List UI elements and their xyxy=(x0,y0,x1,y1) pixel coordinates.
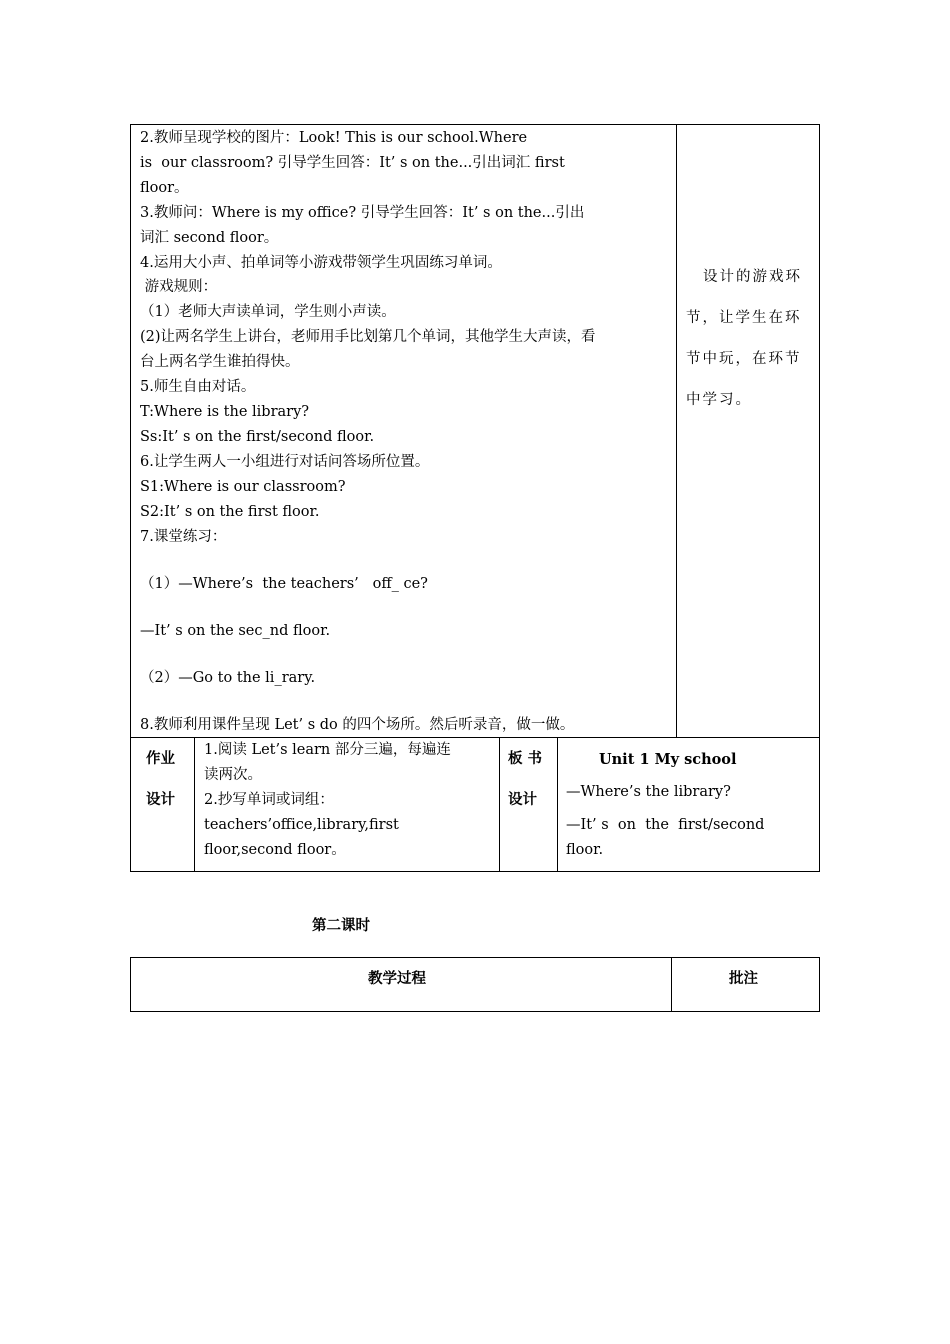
column-header-notes: 批注 xyxy=(729,971,758,987)
process-line: floor。 xyxy=(140,180,189,196)
process-line: T:Where is the library? xyxy=(140,404,310,420)
homework-line: teachers’office,library,first xyxy=(204,817,399,833)
homework-line: floor,second floor。 xyxy=(204,842,346,858)
homework-label: 作业 xyxy=(146,751,175,767)
process-line: 词汇 second floor。 xyxy=(140,230,279,246)
column-header-process: 教学过程 xyxy=(368,971,426,987)
process-line: S1:Where is our classroom? xyxy=(140,479,346,495)
homework-line: 2.抄写单词或词组： xyxy=(204,792,334,808)
process-line: 游戏规则： xyxy=(140,279,218,295)
board-label: 板 书 xyxy=(508,751,543,767)
process-line: 8.教师利用课件呈现 Let’ s do 的四个场所。然后听录音，做一做。 xyxy=(140,717,575,733)
process-line: （1）老师大声读单词，学生则小声读。 xyxy=(140,304,396,320)
process-line: 2.教师呈现学校的图片：Look! This is our school.Where xyxy=(140,130,528,146)
annotation-line: 节，让学生在环 xyxy=(686,310,802,326)
exercise-line: —It’ s on the sec_nd floor. xyxy=(140,623,331,639)
process-line: Ss:It’ s on the first/second floor. xyxy=(140,429,375,445)
homework-label: 设计 xyxy=(146,792,175,808)
board-line: —Where’s the library? xyxy=(566,784,731,800)
process-line: 台上两名学生谁拍得快。 xyxy=(140,354,300,370)
process-line: 7.课堂练习： xyxy=(140,529,227,545)
second-lesson-heading: 第二课时 xyxy=(312,918,370,934)
board-title: Unit 1 My school xyxy=(599,751,737,768)
process-line: (2)让两名学生上讲台，老师用手比划第几个单词，其他学生大声读，看 xyxy=(140,329,596,345)
process-line: 5.师生自由对话。 xyxy=(140,379,256,395)
process-line: 3.教师问：Where is my office? 引导学生回答：It’ s on the...引出 xyxy=(140,205,585,221)
homework-line: 1.阅读 Let’s learn 部分三遍，每遍连 xyxy=(204,742,451,758)
homework-line: 读两次。 xyxy=(204,767,262,783)
process-line: S2:It’ s on the first floor. xyxy=(140,504,320,520)
annotation-line: 中学习。 xyxy=(686,392,752,408)
board-line: —It’ s on the first/second xyxy=(566,817,765,833)
annotation-line: 设计的游戏环 xyxy=(703,269,802,285)
process-line: 6.让学生两人一小组进行对话问答场所位置。 xyxy=(140,454,430,470)
exercise-line: （1）—Where’s the teachers’ off_ ce? xyxy=(140,576,428,592)
annotation-line: 节中玩，在环节 xyxy=(686,351,802,367)
board-line: floor. xyxy=(566,842,604,858)
process-line: 4.运用大小声、拍单词等小游戏带领学生巩固练习单词。 xyxy=(140,255,502,271)
board-label: 设计 xyxy=(508,792,537,808)
process-line: is our classroom? 引导学生回答：It’ s on the...引出词汇 first xyxy=(140,155,565,171)
exercise-line: （2）—Go to the li_rary. xyxy=(140,670,316,686)
